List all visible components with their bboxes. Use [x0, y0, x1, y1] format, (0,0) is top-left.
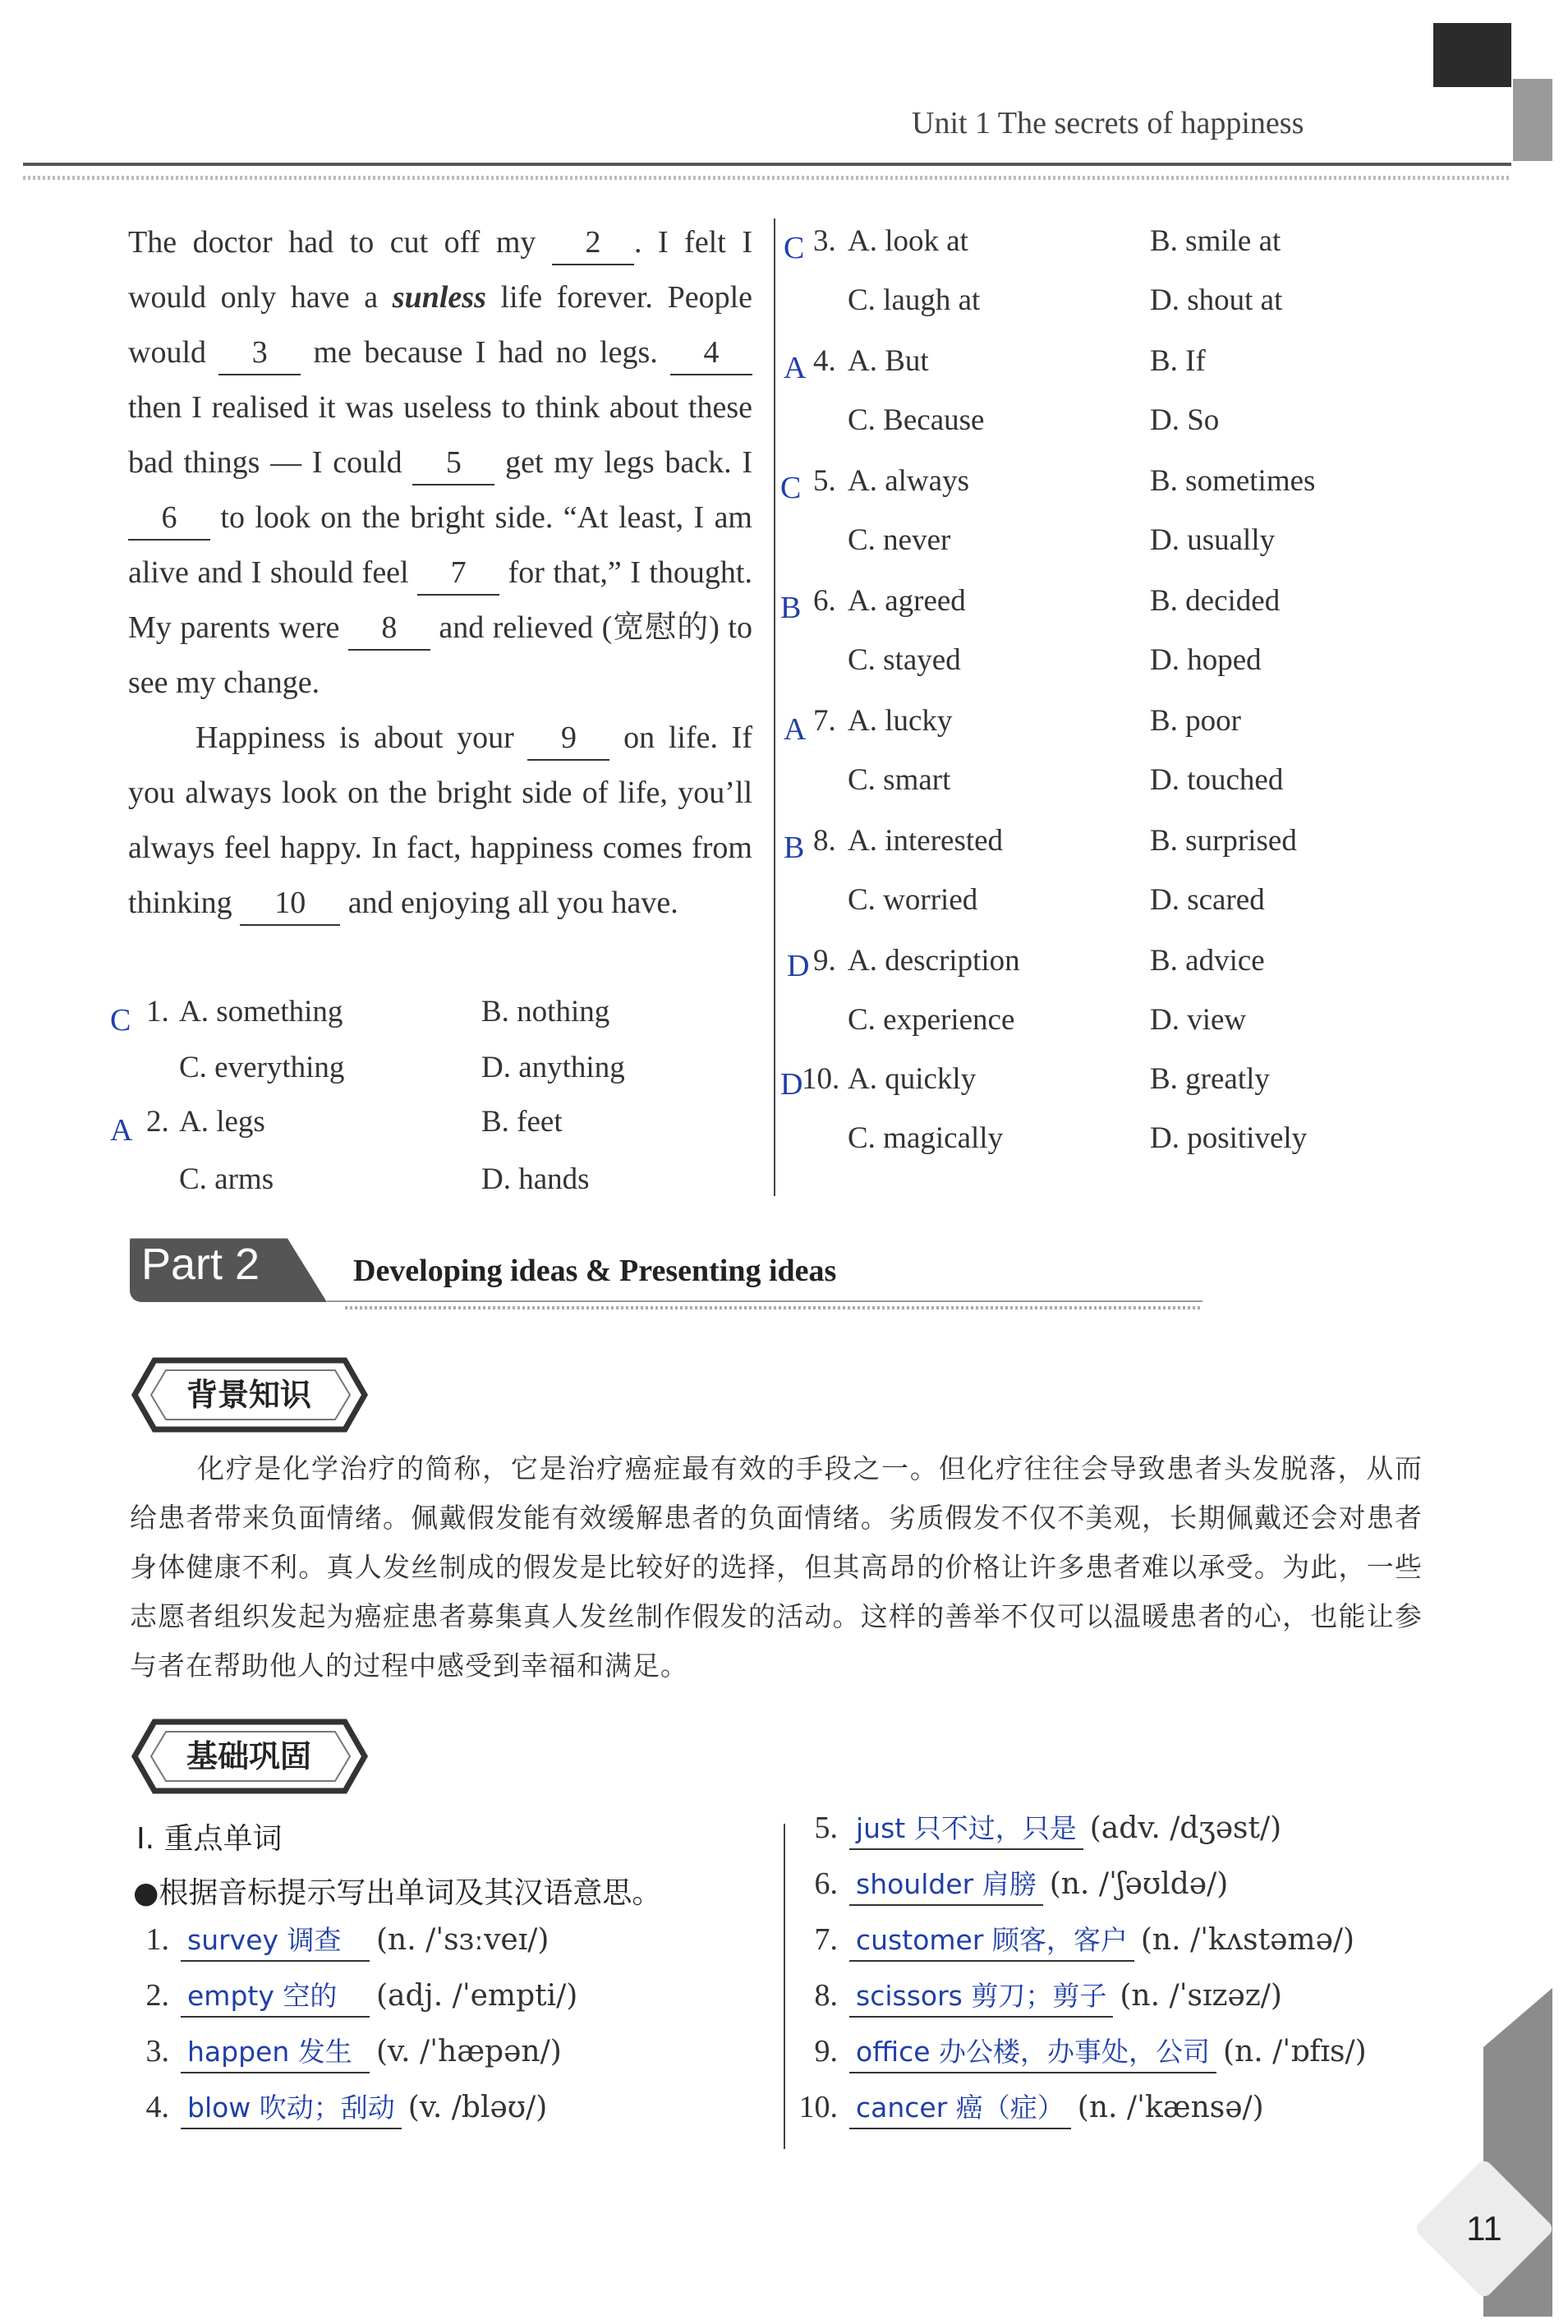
vocab-phonetic: (adv. /dʒəst/)	[1089, 1811, 1282, 1845]
blank-2: 2	[552, 221, 634, 265]
section-heading: Ⅰ. 重点单词	[136, 1822, 283, 1856]
blank-9: 9	[527, 716, 609, 761]
passage-text: . I felt I would only have a	[128, 225, 752, 315]
vocab-number: 2.	[145, 1978, 169, 2013]
corner-strip	[1513, 79, 1552, 161]
option-8b: B. surprised	[1150, 824, 1297, 858]
question-number-1: 1.	[146, 995, 169, 1029]
basics-badge	[130, 1719, 368, 1794]
option-9c: C. experience	[848, 1003, 1015, 1037]
question-number-4: 4.	[813, 344, 836, 378]
vocab-phonetic: (n. /ˈʃəʊldə/)	[1049, 1867, 1229, 1901]
instruction: ●根据音标提示写出单词及其汉语意思。	[133, 1876, 662, 1910]
option-5d: D. usually	[1150, 523, 1276, 557]
vocab-phonetic: (n. /ˈkʌstəmə/)	[1140, 1923, 1355, 1957]
vocab-answer: cancer 癌（症）	[849, 2088, 1071, 2129]
option-10a: A. quickly	[848, 1062, 977, 1096]
option-6a: A. agreed	[848, 584, 966, 618]
option-9a: A. description	[848, 944, 1020, 978]
option-7a: A. lucky	[848, 704, 953, 738]
passage-text: to look on the bright side. “At least, I am alive and I should feel	[128, 500, 752, 590]
option-1c: C. everything	[179, 1051, 345, 1084]
option-4c: C. Because	[848, 403, 985, 437]
option-1d: D. anything	[481, 1051, 625, 1084]
vocab-answer: shoulder 肩膀	[849, 1865, 1043, 1906]
answer-mark-4: A	[784, 351, 807, 385]
vocab-phonetic: (n. /ˈsɜːveɪ/)	[376, 1923, 549, 1957]
option-3a: A. look at	[848, 224, 968, 258]
vocab-phonetic: (v. /ˈhæpən/)	[376, 2035, 562, 2069]
vocab-number: 7.	[814, 1922, 838, 1957]
passage-text: then I realised it was useless to think about these bad things — I could	[128, 390, 752, 480]
vocab-row-9	[785, 2032, 1367, 2073]
answer-mark-6: B	[780, 591, 802, 625]
blank-8: 8	[348, 606, 430, 651]
option-1b: B. nothing	[481, 995, 610, 1029]
header-dotted-rule	[23, 176, 1511, 180]
answer-mark-8: B	[784, 831, 805, 865]
part2-title: Developing ideas & Presenting ideas	[353, 1254, 837, 1288]
answer-mark-9: D	[787, 949, 810, 983]
passage-text: and relieved (宽慰的) to see my change.	[128, 610, 752, 700]
option-6b: B. decided	[1150, 584, 1281, 618]
background-badge	[130, 1357, 368, 1433]
option-5b: B. sometimes	[1150, 464, 1316, 498]
option-7d: D. touched	[1150, 763, 1284, 797]
option-5a: A. always	[848, 464, 969, 498]
part2-label: Part 2	[141, 1240, 260, 1289]
question-number-8: 8.	[813, 824, 836, 858]
option-3c: C. laugh at	[848, 283, 981, 317]
vocab-answer: scissors 剪刀；剪子	[849, 1977, 1113, 2018]
basics-badge-label: 基础巩固	[186, 1738, 311, 1774]
vocab-row-1	[117, 1921, 549, 1962]
vocab-answer: blow 吹动；刮动	[181, 2088, 402, 2129]
option-6c: C. stayed	[848, 643, 961, 677]
emphasized-word: sunless	[392, 280, 486, 315]
vocab-row-5	[785, 1809, 1281, 1850]
passage-paragraph-2	[128, 711, 752, 931]
question-number-7: 7.	[813, 704, 836, 738]
passage-text: Happiness is about your	[195, 720, 528, 755]
background-badge-label: 背景知识	[186, 1377, 311, 1413]
part2-dotted-rule	[345, 1306, 1202, 1309]
answer-mark-5: C	[780, 471, 802, 505]
vocab-row-2	[117, 1977, 577, 2018]
vocab-phonetic: (n. /ˈɒfɪs/)	[1223, 2035, 1367, 2069]
blank-7: 7	[417, 551, 499, 596]
vocab-row-8	[785, 1977, 1282, 2018]
column-divider	[774, 219, 775, 1196]
question-number-3: 3.	[813, 224, 836, 258]
header-title: Unit 1 The secrets of happiness	[912, 106, 1304, 140]
option-7b: B. poor	[1150, 704, 1241, 738]
passage-text: on life. If you always look on the bright side of life, you’ll always feel happy. In fact, happiness comes from thinking	[128, 720, 752, 920]
vocab-number: 9.	[814, 2034, 838, 2069]
question-number-2: 2.	[146, 1105, 169, 1139]
vocab-number: 3.	[145, 2034, 169, 2069]
passage-text: me because I had no legs.	[301, 335, 670, 370]
passage-text: The doctor had to cut off my	[128, 225, 552, 260]
option-8a: A. interested	[848, 824, 1004, 858]
question-number-9: 9.	[813, 944, 836, 978]
question-number-6: 6.	[813, 584, 836, 618]
option-3d: D. shout at	[1150, 283, 1283, 317]
vocab-answer: happen 发生	[181, 2032, 370, 2073]
question-number-10: 10.	[802, 1062, 840, 1096]
vocab-phonetic: (v. /bləʊ/)	[407, 2091, 548, 2124]
cloze-passage	[128, 215, 752, 931]
option-2b: B. feet	[481, 1105, 563, 1139]
option-10b: B. greatly	[1150, 1062, 1270, 1096]
option-8c: C. worried	[848, 883, 978, 917]
passage-paragraph-1	[128, 215, 752, 711]
passage-text: and enjoying all you have.	[340, 886, 678, 920]
vocab-answer: just 只不过，只是	[849, 1809, 1083, 1850]
option-8d: D. scared	[1150, 883, 1265, 917]
vocab-phonetic: (adj. /ˈempti/)	[376, 1979, 578, 2013]
question-number-5: 5.	[813, 464, 836, 498]
option-3b: B. smile at	[1150, 224, 1281, 258]
vocab-answer: office 办公楼，办事处，公司	[849, 2032, 1216, 2073]
blank-5: 5	[412, 441, 494, 486]
header-rule	[23, 163, 1511, 166]
vocab-row-10	[785, 2088, 1264, 2129]
option-9b: B. advice	[1150, 944, 1265, 978]
vocab-number: 6.	[814, 1866, 838, 1901]
answer-mark-10: D	[780, 1067, 803, 1102]
option-1a: A. something	[179, 995, 343, 1029]
answer-mark-7: A	[784, 712, 807, 747]
option-10d: D. positively	[1150, 1121, 1308, 1155]
passage-text: life forever. People would	[128, 280, 752, 370]
answer-mark-2: A	[110, 1113, 133, 1148]
blank-10: 10	[240, 881, 340, 926]
option-7c: C. smart	[848, 763, 951, 797]
vocab-number: 4.	[145, 2090, 169, 2124]
vocab-phonetic: (n. /ˈkænsə/)	[1077, 2091, 1264, 2124]
option-2a: A. legs	[179, 1105, 265, 1139]
vocab-number: 8.	[814, 1978, 838, 2013]
background-text: 化疗是化学治疗的简称，它是治疗癌症最有效的手段之一。但化疗往往会导致患者头发脱落，从而给患者带来负面情绪。佩戴假发能有效缓解患者的负面情绪。劣质假发不仅不美观，长期佩戴还会对患者身体健康不利。真人发丝制成的假发是比较好的选择，但其高昂的价格让许多患者难以承受。为此，一些志愿者组织发起为癌症患者募集真人发丝制作假发的活动。这样的善举不仅可以温暖患者的心，也能让参与者在帮助他人的过程中感受到幸福和满足。	[130, 1452, 1423, 1682]
option-10c: C. magically	[848, 1121, 1004, 1155]
option-4d: D. So	[1150, 403, 1220, 437]
option-2d: D. hands	[481, 1162, 590, 1196]
option-6d: D. hoped	[1150, 643, 1262, 677]
option-4a: A. But	[848, 344, 929, 378]
vocab-answer: customer 顾客，客户	[849, 1921, 1134, 1962]
passage-text: get my legs back. I	[494, 445, 752, 480]
blank-6: 6	[128, 496, 210, 541]
vocab-number: 10.	[798, 2090, 838, 2124]
blank-3: 3	[218, 331, 301, 375]
vocab-number: 1.	[145, 1922, 169, 1957]
option-4b: B. If	[1150, 344, 1206, 378]
vocab-row-4	[117, 2088, 547, 2129]
vocab-row-3	[117, 2032, 562, 2073]
blank-4: 4	[670, 331, 752, 375]
vocab-answer: survey 调查	[181, 1921, 370, 1962]
answer-mark-1: C	[110, 1003, 131, 1038]
page-number: 11	[1466, 2209, 1502, 2248]
option-9d: D. view	[1150, 1003, 1247, 1037]
passage-text: for that,” I thought. My parents were	[128, 555, 752, 645]
corner-block	[1433, 23, 1511, 87]
part2-rule	[327, 1300, 1202, 1302]
vocab-phonetic: (n. /ˈsɪzəz/)	[1120, 1979, 1282, 2013]
vocab-number: 5.	[814, 1811, 838, 1845]
answer-mark-3: C	[784, 231, 805, 265]
vocab-answer: empty 空的	[181, 1977, 370, 2018]
option-2c: C. arms	[179, 1162, 274, 1196]
vocab-row-7	[785, 1921, 1354, 1962]
vocab-row-6	[785, 1865, 1228, 1906]
option-5c: C. never	[848, 523, 951, 557]
